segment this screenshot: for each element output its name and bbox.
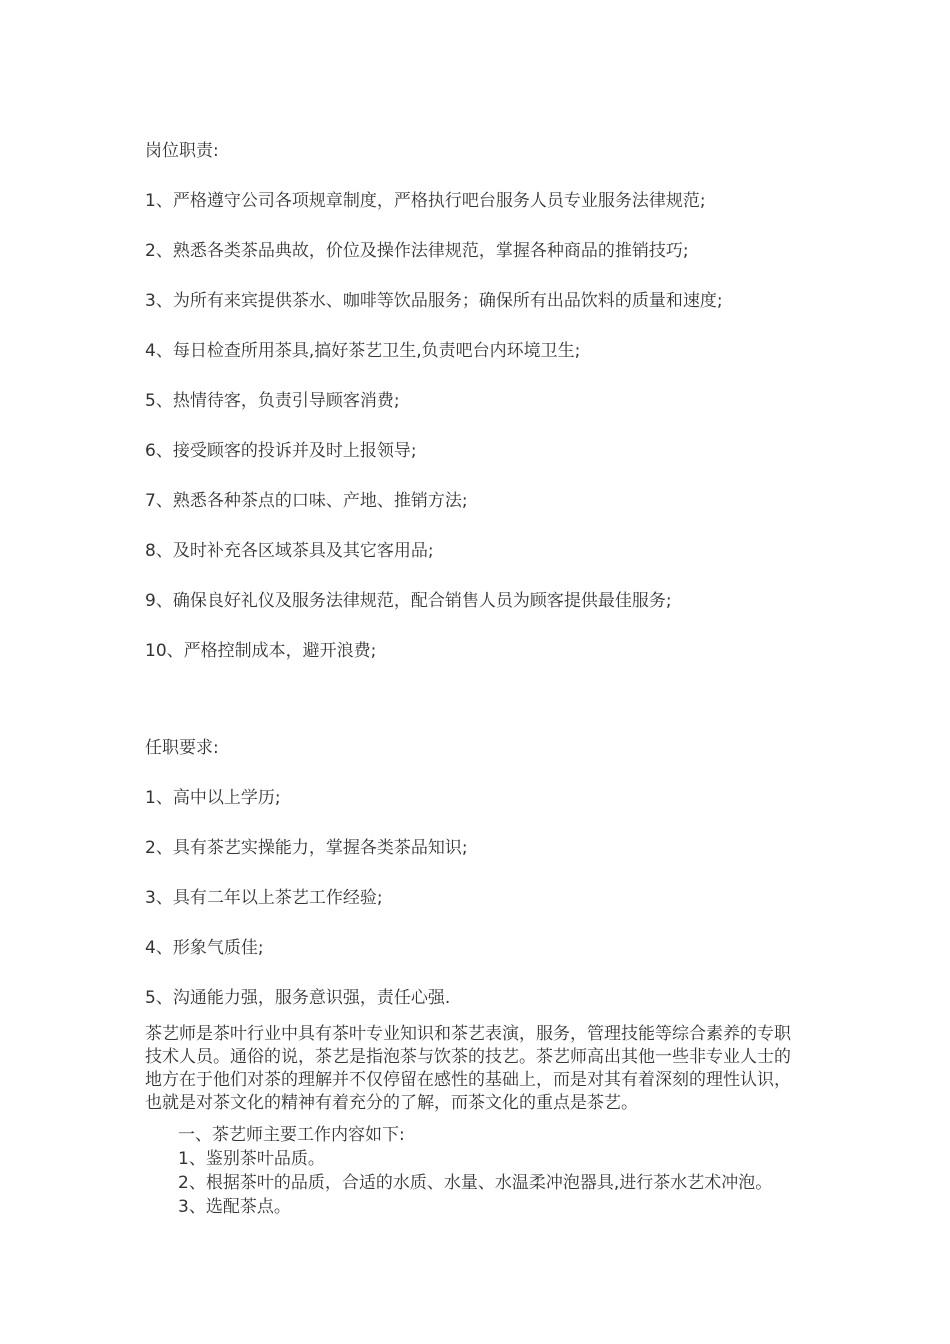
duty-item: 1、严格遵守公司各项规章制度，严格执行吧台服务人员专业服务法律规范; <box>145 191 706 211</box>
intro-paragraph: 茶艺师是茶叶行业中具有茶叶专业知识和茶艺表演，服务，管理技能等综合素养的专职技术人员。通俗的说，茶艺是指泡茶与饮茶的技艺。茶艺师高出其他一些非专业人士的地方在于他们对茶的理解并不仅停留在感性的基础上，而是对其有着深刻的理性认识，也就是对茶文化的精神有着充分的了解，而茶文化的重点是茶艺。 <box>145 1024 791 1113</box>
requirement-item: 4、形象气质佳; <box>145 938 264 958</box>
duty-item: 8、及时补充各区域茶具及其它客用品; <box>145 541 434 561</box>
requirement-item: 2、具有茶艺实操能力，掌握各类茶品知识; <box>145 838 468 858</box>
duty-item: 7、熟悉各种茶点的口味、产地、推销方法; <box>145 491 468 511</box>
requirements-heading: 任职要求: <box>145 738 219 758</box>
duty-item: 6、接受顾客的投诉并及时上报领导; <box>145 441 417 461</box>
requirement-item: 3、具有二年以上茶艺工作经验; <box>145 888 383 908</box>
requirement-item: 1、高中以上学历; <box>145 788 281 808</box>
duty-item: 4、每日检查所用茶具,搞好茶艺卫生,负责吧台内环境卫生; <box>145 341 581 361</box>
duty-item: 9、确保良好礼仪及服务法律规范，配合销售人员为顾客提供最佳服务; <box>145 591 672 611</box>
work-item: 3、选配茶点。 <box>178 1197 291 1217</box>
duty-item: 5、热情待客，负责引导顾客消费; <box>145 391 400 411</box>
duties-heading: 岗位职责: <box>145 141 219 161</box>
duty-item: 3、为所有来宾提供茶水、咖啡等饮品服务；确保所有出品饮料的质量和速度; <box>145 291 723 311</box>
duty-item: 10、严格控制成本，避开浪费; <box>145 641 377 661</box>
requirement-item: 5、沟通能力强，服务意识强，责任心强. <box>145 988 451 1008</box>
work-subheading: 一、茶艺师主要工作内容如下: <box>178 1125 405 1145</box>
duty-item: 2、熟悉各类茶品典故，价位及操作法律规范，掌握各种商品的推销技巧; <box>145 241 689 261</box>
work-item: 2、根据茶叶的品质，合适的水质、水量、水温柔冲泡器具,进行茶水艺术冲泡。 <box>178 1173 773 1193</box>
work-item: 1、鉴别茶叶品质。 <box>178 1149 325 1169</box>
